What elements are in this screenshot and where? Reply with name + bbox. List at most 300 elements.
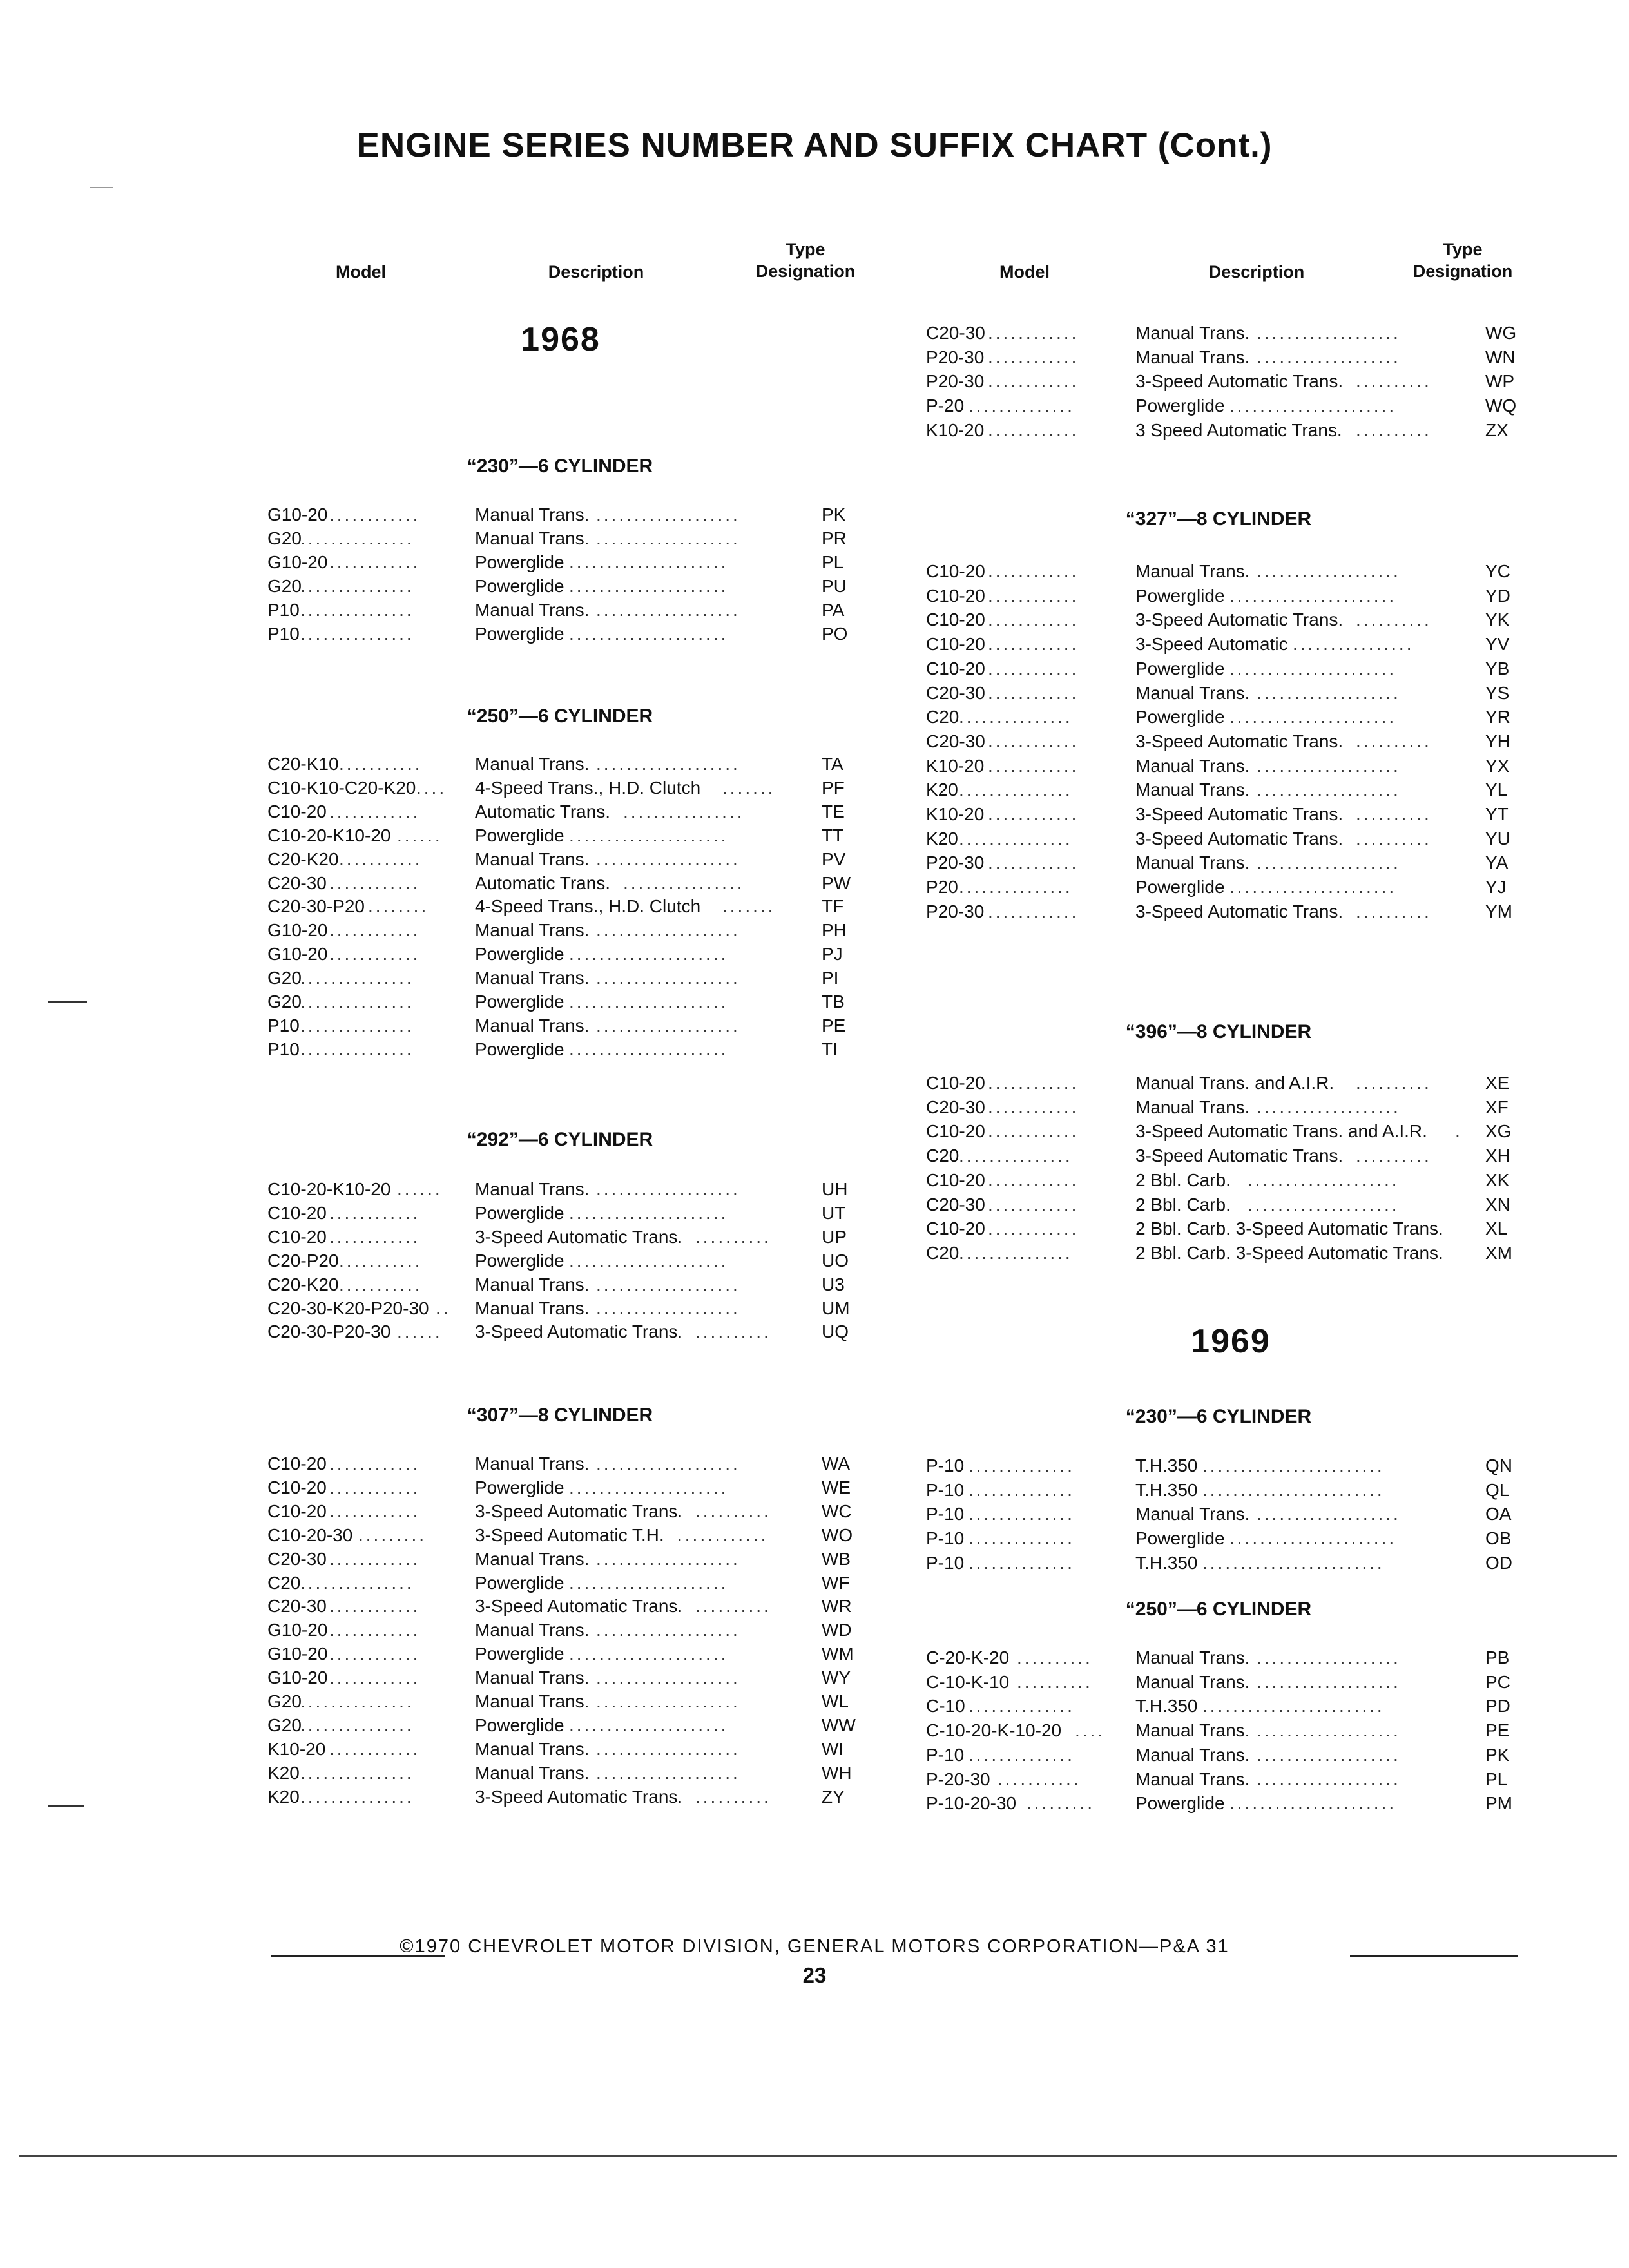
- chart-row: [267, 1202, 873, 1225]
- leader-dots: ............: [329, 1667, 421, 1687]
- header-description-right: Description: [1208, 262, 1305, 282]
- description-cell: Powerglide: [475, 1477, 564, 1497]
- type-designation-cell: WC: [822, 1501, 852, 1521]
- model-cell: C20-30: [926, 1195, 985, 1215]
- leader-dots: ...................: [596, 1667, 740, 1687]
- model-cell: C10-20: [926, 1170, 985, 1190]
- leader-dots: .....................: [569, 1573, 729, 1593]
- leader-dots: ............: [329, 802, 421, 822]
- description-cell: Powerglide: [475, 1039, 564, 1059]
- leader-dots: ............: [988, 1218, 1079, 1238]
- chart-row: [267, 1452, 873, 1475]
- leader-dots: ............: [329, 920, 421, 940]
- leader-dots: ....................: [1248, 1170, 1400, 1190]
- section-title: “292”—6 CYLINDER: [467, 1129, 653, 1150]
- type-designation-cell: XH: [1485, 1146, 1510, 1166]
- leader-dots: ........................: [1202, 1456, 1385, 1475]
- leader-dots: ............: [988, 658, 1079, 678]
- leader-dots: ..........: [695, 1596, 771, 1616]
- chart-row: [926, 1072, 1537, 1095]
- leader-dots: ........................: [1202, 1480, 1385, 1500]
- chart-row: [267, 966, 873, 990]
- chart-row: [267, 1571, 873, 1595]
- leader-dots: ................: [623, 873, 745, 893]
- leader-dots: ............: [988, 731, 1079, 751]
- description-cell: 3-Speed Automatic Trans.: [475, 1501, 683, 1521]
- type-designation-cell: XM: [1485, 1243, 1512, 1263]
- model-cell: G20: [267, 968, 302, 988]
- model-cell: C20-30-P20-30: [267, 1321, 391, 1341]
- chart-row: [926, 754, 1537, 778]
- leader-dots: ............: [329, 873, 421, 893]
- leader-dots: ............: [677, 1525, 769, 1545]
- leader-dots: ...................: [596, 1015, 740, 1035]
- leader-dots: ..........: [695, 1501, 771, 1521]
- description-cell: Powerglide: [475, 992, 564, 1012]
- leader-dots: ...............: [959, 829, 1073, 849]
- leader-dots: ..............: [969, 1696, 1075, 1716]
- leader-dots: ...................: [1257, 1648, 1401, 1667]
- chart-row: [926, 900, 1537, 923]
- description-cell: 3-Speed Automatic Trans.: [1135, 610, 1344, 629]
- description-cell: 4-Speed Trans., H.D. Clutch: [475, 778, 701, 798]
- model-cell: K10-20: [926, 756, 985, 776]
- type-designation-cell: PD: [1485, 1696, 1510, 1716]
- leader-dots: ..........: [1356, 829, 1432, 849]
- model-cell: K10-20: [926, 420, 985, 440]
- chart-row: [926, 1454, 1537, 1477]
- leader-dots: ...................: [596, 1620, 740, 1640]
- type-designation-cell: PE: [822, 1015, 846, 1035]
- description-cell: Powerglide: [475, 1573, 564, 1593]
- chart-row: [267, 1548, 873, 1571]
- bottom-rule: [19, 2155, 1617, 2157]
- section-title: “230”—6 CYLINDER: [467, 456, 653, 477]
- leader-dots: ...................: [1257, 683, 1401, 703]
- type-designation-cell: YU: [1485, 829, 1510, 849]
- leader-dots: ............: [329, 1203, 421, 1223]
- description-cell: 3-Speed Automatic Trans.: [475, 1596, 683, 1616]
- type-designation-cell: WB: [822, 1549, 851, 1569]
- model-cell: C20-30: [267, 1596, 327, 1616]
- description-cell: Manual Trans.: [475, 1667, 590, 1687]
- type-designation-cell: WP: [1485, 371, 1515, 391]
- type-designation-cell: PJ: [822, 944, 843, 964]
- leader-dots: ............: [329, 1739, 421, 1759]
- model-cell: C10-20: [267, 1203, 327, 1223]
- type-designation-cell: YJ: [1485, 877, 1507, 897]
- description-cell: Manual Trans.: [1135, 1745, 1250, 1765]
- section-title: “327”—8 CYLINDER: [1125, 508, 1312, 530]
- type-designation-cell: XN: [1485, 1195, 1510, 1215]
- leader-dots: ..........: [695, 1787, 771, 1807]
- model-cell: P10: [267, 1015, 300, 1035]
- margin-mark: [48, 1805, 84, 1807]
- chart-row: [267, 1249, 873, 1273]
- type-designation-cell: OB: [1485, 1528, 1512, 1548]
- model-cell: P-10: [926, 1456, 965, 1475]
- chart-row: [267, 1666, 873, 1689]
- copyright-footer: ©1970 CHEVROLET MOTOR DIVISION, GENERAL MOTORS CORPORATION—P&A 31: [400, 1936, 1229, 1957]
- model-cell: C20-30: [926, 323, 985, 343]
- leader-dots: ...............: [300, 1787, 414, 1807]
- chart-row: [926, 1768, 1537, 1791]
- type-designation-cell: WH: [822, 1763, 852, 1783]
- leader-dots: ..........: [1356, 610, 1432, 629]
- model-cell: C10-20: [926, 634, 985, 654]
- description-cell: Manual Trans.: [475, 754, 590, 774]
- type-designation-cell: YD: [1485, 586, 1510, 606]
- type-designation-cell: WA: [822, 1454, 851, 1474]
- leader-dots: ...................: [1257, 347, 1401, 367]
- leader-dots: ......................: [1229, 1528, 1397, 1548]
- chart-row: [267, 1178, 873, 1201]
- leader-dots: ..........: [1017, 1672, 1093, 1692]
- description-cell: Manual Trans.: [1135, 1720, 1250, 1740]
- description-cell: Manual Trans.: [1135, 1672, 1250, 1692]
- chart-row: [267, 1038, 873, 1061]
- leader-dots: ..........: [1356, 804, 1432, 824]
- chart-row: [267, 753, 873, 776]
- chart-row: [267, 1619, 873, 1642]
- leader-dots: ......................: [1229, 707, 1397, 727]
- type-designation-cell: PH: [822, 920, 847, 940]
- description-cell: Powerglide: [1135, 396, 1225, 416]
- description-cell: Manual Trans.: [475, 1739, 590, 1759]
- leader-dots: ............: [988, 561, 1079, 581]
- leader-dots: .......: [722, 778, 776, 798]
- type-designation-cell: U3: [822, 1274, 845, 1294]
- chart-row: [267, 1642, 873, 1666]
- type-designation-cell: PA: [822, 600, 845, 620]
- description-cell: Powerglide: [475, 576, 564, 596]
- model-cell: K10-20: [926, 804, 985, 824]
- leader-dots: ................: [623, 802, 745, 822]
- leader-dots: ...............: [300, 1763, 414, 1783]
- chart-row: [267, 1714, 873, 1737]
- leader-dots: .........: [1027, 1793, 1095, 1813]
- leader-dots: ........: [368, 896, 429, 916]
- description-cell: T.H.350: [1135, 1456, 1198, 1475]
- type-designation-cell: UP: [822, 1227, 847, 1247]
- type-designation-cell: PK: [1485, 1745, 1510, 1765]
- leader-dots: ............: [329, 1596, 421, 1616]
- leader-dots: ............: [329, 552, 421, 572]
- type-designation-cell: UT: [822, 1203, 846, 1223]
- leader-dots: ...................: [1257, 1672, 1401, 1692]
- description-cell: Powerglide: [475, 1251, 564, 1271]
- chart-row: [267, 919, 873, 942]
- model-cell: C20-P20: [267, 1251, 339, 1271]
- leader-dots: .....................: [569, 1477, 729, 1497]
- leader-dots: ...................: [596, 968, 740, 988]
- leader-dots: ..: [436, 1298, 451, 1318]
- leader-dots: ............: [329, 1644, 421, 1664]
- type-designation-cell: ZY: [822, 1787, 845, 1807]
- leader-dots: ...............: [300, 576, 414, 596]
- leader-dots: .: [1455, 1121, 1463, 1141]
- description-cell: Powerglide: [1135, 658, 1225, 678]
- chart-row: [267, 1595, 873, 1618]
- leader-dots: ............: [988, 1073, 1079, 1093]
- type-designation-cell: TT: [822, 825, 844, 845]
- leader-dots: ..........: [1356, 1073, 1432, 1093]
- model-cell: C20-30: [926, 731, 985, 751]
- type-designation-cell: YM: [1485, 901, 1512, 921]
- type-designation-cell: YH: [1485, 731, 1510, 751]
- year-1968: 1968: [521, 321, 601, 358]
- type-designation-cell: YK: [1485, 610, 1510, 629]
- leader-dots: ............: [988, 804, 1079, 824]
- chart-row: [267, 1273, 873, 1296]
- leader-dots: ......: [397, 1321, 443, 1341]
- description-cell: Manual Trans.: [475, 1179, 590, 1199]
- description-cell: 4-Speed Trans., H.D. Clutch: [475, 896, 701, 916]
- type-designation-cell: XK: [1485, 1170, 1510, 1190]
- chart-row: [926, 1646, 1537, 1669]
- leader-dots: ............: [329, 944, 421, 964]
- chart-row: [926, 1193, 1537, 1216]
- leader-dots: .....................: [569, 1251, 729, 1271]
- leader-dots: .....................: [569, 1203, 729, 1223]
- leader-dots: ..........: [1017, 1648, 1093, 1667]
- leader-dots: ............: [329, 1620, 421, 1640]
- chart-row: [267, 1690, 873, 1713]
- leader-dots: ......................: [1229, 396, 1397, 416]
- description-cell: 3-Speed Automatic Trans.: [475, 1227, 683, 1247]
- model-cell: C20: [267, 1573, 301, 1593]
- chart-row: [926, 657, 1537, 680]
- model-cell: C10-20: [926, 610, 985, 629]
- section-title: “307”—8 CYLINDER: [467, 1405, 653, 1426]
- leader-dots: ............: [988, 1195, 1079, 1215]
- description-cell: Powerglide: [1135, 877, 1225, 897]
- description-cell: Manual Trans.: [475, 505, 590, 524]
- type-designation-cell: WQ: [1485, 396, 1517, 416]
- description-cell: 3-Speed Automatic Trans.: [1135, 731, 1344, 751]
- description-cell: 3-Speed Automatic Trans.: [1135, 371, 1344, 391]
- type-designation-cell: WI: [822, 1739, 844, 1759]
- description-cell: Manual Trans.: [1135, 683, 1250, 703]
- chart-row: [926, 1120, 1537, 1143]
- leader-dots: ............: [988, 1121, 1079, 1141]
- leader-dots: ............: [329, 505, 421, 524]
- model-cell: G20: [267, 576, 302, 596]
- leader-dots: ...........: [339, 754, 423, 774]
- leader-dots: ...................: [596, 1179, 740, 1199]
- leader-dots: ...................: [596, 1549, 740, 1569]
- model-cell: C10-20: [926, 658, 985, 678]
- type-designation-cell: PV: [822, 849, 846, 869]
- leader-dots: ..............: [969, 1745, 1075, 1765]
- leader-dots: .....................: [569, 576, 729, 596]
- model-cell: C10-20-30: [267, 1525, 353, 1545]
- model-cell: P-10: [926, 1504, 965, 1524]
- leader-dots: ........................: [1202, 1696, 1385, 1716]
- type-designation-cell: WD: [822, 1620, 852, 1640]
- chart-row: [267, 575, 873, 598]
- model-cell: C10-20: [267, 1501, 327, 1521]
- leader-dots: ..............: [969, 1528, 1075, 1548]
- leader-dots: ...............: [959, 1146, 1073, 1166]
- chart-row: [926, 1144, 1537, 1168]
- description-cell: Manual Trans.: [475, 968, 590, 988]
- leader-dots: ...............: [300, 1691, 414, 1711]
- leader-dots: ...................: [1257, 852, 1401, 872]
- chart-row: [267, 872, 873, 895]
- leader-dots: ...............: [300, 528, 414, 548]
- year-1969: 1969: [1191, 1323, 1271, 1360]
- type-designation-cell: PC: [1485, 1672, 1510, 1692]
- chart-row: [926, 1527, 1537, 1550]
- leader-dots: ..............: [969, 1456, 1075, 1475]
- model-cell: G10-20: [267, 552, 328, 572]
- leader-dots: ...................: [1257, 561, 1401, 581]
- header-description-left: Description: [548, 262, 644, 282]
- chart-row: [926, 1792, 1537, 1815]
- chart-row: [267, 1762, 873, 1785]
- description-cell: Powerglide: [1135, 1528, 1225, 1548]
- description-cell: Manual Trans.: [475, 1549, 590, 1569]
- description-cell: Manual Trans.: [1135, 347, 1250, 367]
- description-cell: Manual Trans.: [1135, 561, 1250, 581]
- leader-dots: ......: [397, 1179, 443, 1199]
- chart-row: [267, 1738, 873, 1761]
- leader-dots: .....................: [569, 1039, 729, 1059]
- description-cell: 3-Speed Automatic Trans.: [475, 1321, 683, 1341]
- leader-dots: ....: [416, 778, 447, 798]
- leader-dots: ...............: [300, 624, 414, 644]
- chart-row: [267, 551, 873, 574]
- type-designation-cell: TE: [822, 802, 845, 822]
- leader-dots: .....................: [569, 825, 729, 845]
- chart-row: [926, 584, 1537, 608]
- description-cell: T.H.350: [1135, 1696, 1198, 1716]
- type-designation-cell: PU: [822, 576, 847, 596]
- leader-dots: ...................: [596, 600, 740, 620]
- leader-dots: ........................: [1202, 1553, 1385, 1573]
- description-cell: Manual Trans.: [475, 600, 590, 620]
- model-cell: C10-20: [926, 1218, 985, 1238]
- chart-row: [926, 1242, 1537, 1265]
- leader-dots: ...............: [959, 1243, 1073, 1263]
- chart-row: [267, 1476, 873, 1499]
- model-cell: K20: [926, 829, 958, 849]
- model-cell: C20: [926, 1243, 959, 1263]
- chart-row: [267, 990, 873, 1014]
- type-designation-cell: PW: [822, 873, 851, 893]
- leader-dots: ..........: [695, 1321, 771, 1341]
- type-designation-cell: UH: [822, 1179, 848, 1199]
- leader-dots: ..............: [969, 396, 1075, 416]
- description-cell: Manual Trans.: [475, 1015, 590, 1035]
- leader-dots: ..........: [1356, 731, 1432, 751]
- description-cell: 3-Speed Automatic T.H.: [475, 1525, 664, 1545]
- description-cell: Automatic Trans.: [475, 802, 611, 822]
- type-designation-cell: YS: [1485, 683, 1510, 703]
- leader-dots: .....................: [569, 1715, 729, 1735]
- model-cell: G10-20: [267, 1667, 328, 1687]
- leader-dots: .....................: [569, 992, 729, 1012]
- chart-row: [926, 1096, 1537, 1119]
- chart-row: [926, 633, 1537, 656]
- chart-row: [267, 1785, 873, 1809]
- leader-dots: ............: [988, 610, 1079, 629]
- description-cell: 3-Speed Automatic: [1135, 634, 1288, 654]
- description-cell: 2 Bbl. Carb. 3-Speed Automatic Trans.: [1135, 1218, 1443, 1238]
- leader-dots: ...................: [1257, 323, 1401, 343]
- leader-dots: ...........: [998, 1769, 1081, 1789]
- leader-dots: ...................: [1257, 1769, 1401, 1789]
- description-cell: Manual Trans.: [1135, 756, 1250, 776]
- chart-row: [267, 527, 873, 550]
- leader-dots: ............: [988, 901, 1079, 921]
- description-cell: Manual Trans.: [475, 1454, 590, 1474]
- type-designation-cell: YL: [1485, 780, 1508, 800]
- model-cell: G10-20: [267, 1620, 328, 1640]
- description-cell: 3-Speed Automatic Trans.: [1135, 829, 1344, 849]
- type-designation-cell: TB: [822, 992, 845, 1012]
- leader-dots: ....................: [1248, 1195, 1400, 1215]
- model-cell: P10: [267, 600, 300, 620]
- leader-dots: ....: [1075, 1720, 1106, 1740]
- model-cell: C20-30: [267, 1549, 327, 1569]
- model-cell: G20: [267, 1715, 302, 1735]
- model-cell: P-10: [926, 1528, 965, 1548]
- chart-row: [926, 682, 1537, 705]
- header-type-left: [735, 238, 876, 282]
- model-cell: G10-20: [267, 505, 328, 524]
- model-cell: P20-30: [926, 852, 985, 872]
- type-designation-cell: OA: [1485, 1504, 1512, 1524]
- chart-row: [926, 394, 1537, 418]
- model-cell: C10-20-K10-20: [267, 1179, 391, 1199]
- type-designation-cell: TF: [822, 896, 844, 916]
- description-cell: Powerglide: [1135, 707, 1225, 727]
- type-designation-cell: YB: [1485, 658, 1510, 678]
- model-cell: P-10: [926, 1480, 965, 1500]
- chart-row: [267, 1500, 873, 1523]
- leader-dots: .......: [722, 896, 776, 916]
- type-designation-cell: YV: [1485, 634, 1510, 654]
- margin-mark: [90, 187, 113, 188]
- description-cell: 3-Speed Automatic Trans.: [1135, 804, 1344, 824]
- type-designation-cell: WL: [822, 1691, 849, 1711]
- model-cell: C20-K20: [267, 849, 339, 869]
- model-cell: P10: [267, 624, 300, 644]
- type-designation-cell: PI: [822, 968, 839, 988]
- description-cell: Powerglide: [475, 1644, 564, 1664]
- description-cell: Manual Trans. and A.I.R.: [1135, 1073, 1335, 1093]
- model-cell: C10-20: [926, 1121, 985, 1141]
- type-designation-cell: WM: [822, 1644, 854, 1664]
- type-designation-cell: PB: [1485, 1648, 1510, 1667]
- description-cell: 3-Speed Automatic Trans. and A.I.R.: [1135, 1121, 1427, 1141]
- page-number: 23: [802, 1963, 827, 1987]
- description-cell: Manual Trans.: [475, 1620, 590, 1640]
- leader-dots: ......................: [1229, 658, 1397, 678]
- header-designation-label: Designation: [1412, 262, 1513, 281]
- chart-row: [267, 895, 873, 918]
- leader-dots: ...................: [596, 1298, 740, 1318]
- model-cell: G10-20: [267, 1644, 328, 1664]
- model-cell: C10-20-K10-20: [267, 825, 391, 845]
- type-designation-cell: WO: [822, 1525, 853, 1545]
- chart-row: [926, 419, 1537, 442]
- chart-row: [926, 1744, 1537, 1767]
- description-cell: 3-Speed Automatic Trans.: [1135, 901, 1344, 921]
- leader-dots: ...............: [300, 1715, 414, 1735]
